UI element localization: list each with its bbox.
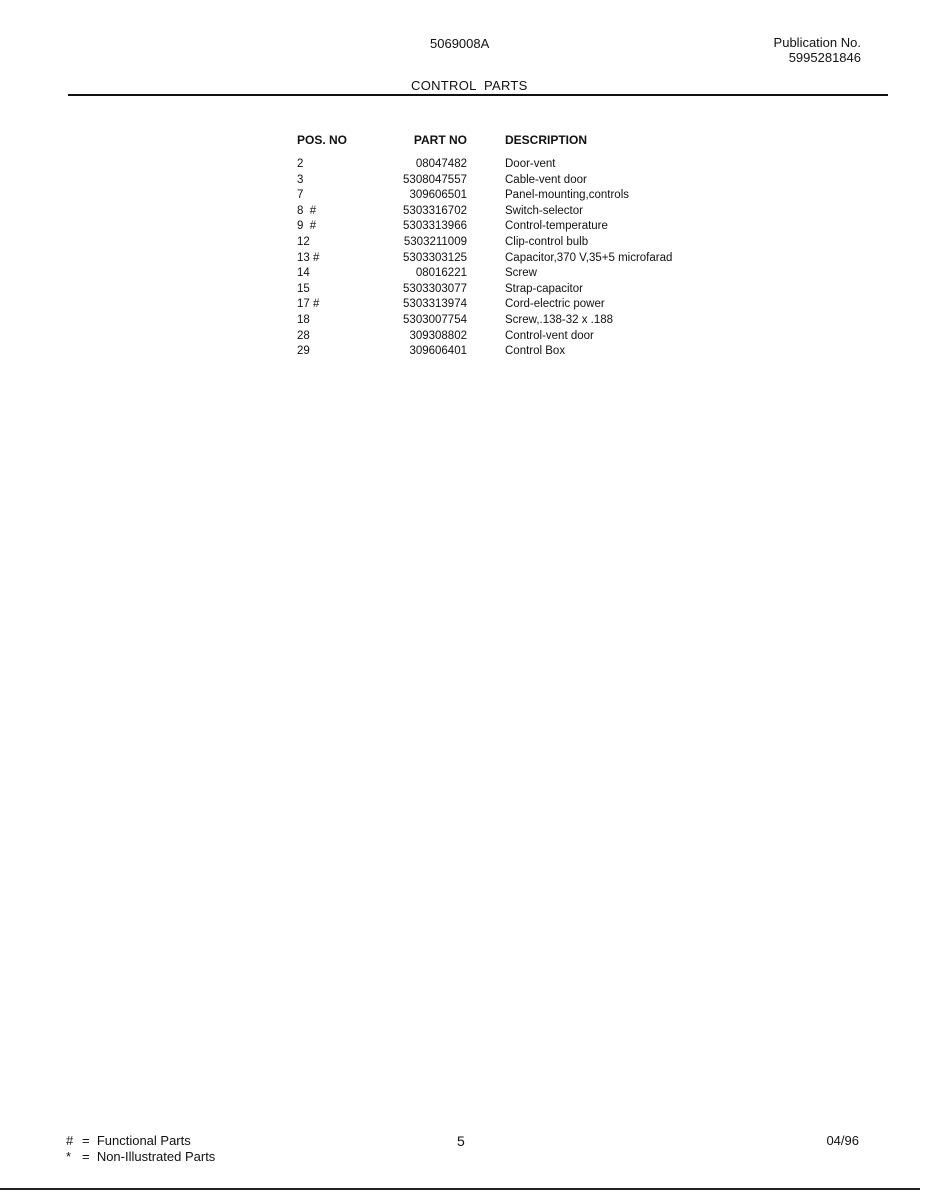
description-cell: Screw xyxy=(505,267,537,280)
part-no-cell: 5303313974 xyxy=(403,298,467,311)
pos-cell: 29 xyxy=(297,345,310,358)
description-cell: Capacitor,370 V,35+5 microfarad xyxy=(505,251,673,264)
description-cell: Switch-selector xyxy=(505,204,583,217)
legend-symbol: * xyxy=(66,1149,72,1164)
table-row xyxy=(297,266,672,282)
model-number: 5069008A xyxy=(430,36,490,51)
table-row xyxy=(297,188,672,204)
header-divider xyxy=(68,94,888,96)
page-number: 5 xyxy=(457,1133,465,1149)
part-no-cell: 309308802 xyxy=(409,329,467,342)
table-row xyxy=(297,157,672,173)
pos-cell: 9 # xyxy=(297,220,317,233)
description-cell: Strap-capacitor xyxy=(505,282,583,295)
part-no-cell: 5303211009 xyxy=(403,235,467,248)
table-row xyxy=(297,313,672,329)
part-no-cell: 5303303077 xyxy=(403,282,467,295)
part-no-cell: 08016221 xyxy=(415,267,467,280)
column-header-pos: POS. NO xyxy=(297,133,348,147)
table-row xyxy=(297,235,672,251)
parts-table xyxy=(297,133,672,360)
table-row xyxy=(297,251,672,267)
publication-label: Publication No. xyxy=(773,35,861,50)
table-row xyxy=(297,173,672,189)
description-cell: Screw,.138-32 x .188 xyxy=(505,313,614,326)
part-no-cell: 5303313966 xyxy=(403,220,467,233)
pos-cell: 7 xyxy=(297,189,304,202)
table-row xyxy=(297,344,672,360)
part-no-cell: 08047482 xyxy=(415,158,467,170)
publication-date: 04/96 xyxy=(826,1133,859,1148)
part-no-cell: 5308047557 xyxy=(403,173,467,186)
footer-divider xyxy=(0,1188,920,1190)
part-no-cell: 309606501 xyxy=(409,189,467,202)
legend-item xyxy=(66,1133,215,1149)
table-row xyxy=(297,297,672,313)
description-cell: Control-vent door xyxy=(505,329,594,342)
part-no-cell: 5303316702 xyxy=(403,204,467,217)
part-no-cell: 5303007754 xyxy=(403,313,467,326)
pos-cell: 28 xyxy=(297,329,310,342)
description-cell: Cord-electric power xyxy=(505,298,605,311)
legend xyxy=(66,1133,215,1165)
part-no-cell: 5303303125 xyxy=(403,251,467,264)
description-cell: Clip-control bulb xyxy=(505,235,589,248)
pos-cell: 2 xyxy=(297,158,304,170)
pos-cell: 15 xyxy=(297,282,310,295)
pos-cell: 13 # xyxy=(297,251,320,264)
table-row xyxy=(297,219,672,235)
table-row xyxy=(297,329,672,345)
column-header-part: PART NO xyxy=(413,133,467,147)
legend-item xyxy=(66,1149,215,1165)
pos-cell: 17 # xyxy=(297,298,320,311)
legend-text: = Functional Parts xyxy=(82,1133,191,1148)
pos-cell: 8 # xyxy=(297,204,317,217)
table-row xyxy=(297,204,672,220)
legend-text: = Non-Illustrated Parts xyxy=(82,1149,216,1164)
description-cell: Door-vent xyxy=(505,158,556,170)
pos-cell: 14 xyxy=(297,267,310,280)
publication-number: 5995281846 xyxy=(788,50,861,65)
description-cell: Control-temperature xyxy=(505,220,608,233)
pos-cell: 12 xyxy=(297,235,310,248)
publication-block xyxy=(774,35,861,65)
section-title: CONTROL PARTS xyxy=(411,78,528,93)
part-no-cell: 309606401 xyxy=(409,345,467,358)
pos-cell: 18 xyxy=(297,313,310,326)
description-cell: Panel-mounting,controls xyxy=(505,189,630,202)
description-cell: Control Box xyxy=(505,345,566,358)
pos-cell: 3 xyxy=(297,173,304,186)
parts-table-body xyxy=(297,157,672,360)
column-header-description: DESCRIPTION xyxy=(505,133,588,147)
description-cell: Cable-vent door xyxy=(505,173,587,186)
table-header-row xyxy=(297,133,672,157)
legend-symbol: # xyxy=(66,1133,74,1148)
table-row xyxy=(297,282,672,298)
